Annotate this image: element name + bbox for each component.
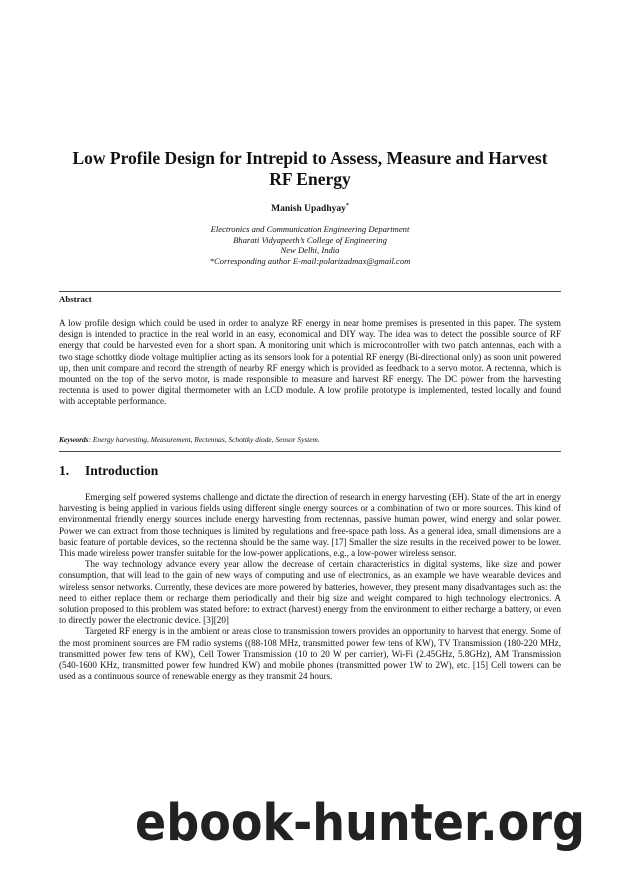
abstract-text: A low profile design which could be used in order to analyze RF energy in near home premises is presented in this paper. The system design is intended to practice in the real world in an easy, economical and DIY way. The idea was to detect the possible source of RF energy that could be harvested even for a short span. A monitoring unit which is microcontroller with two patch antennas, each with a two stage schottky diode voltage multiplier acting as its sensors look for a potential RF energy (Bi-directional only) as soon unit powered up, then unit compare and record the strength of nearby RF energy which is provided as feedback to a servo motor. A rectenna, which is mounted on the top of the servo motor, is made responsible to measure and harvest RF energy. The DC power from the harvesting rectenna is used to power digital thermometer with an LCD module. A low profile prototype is implemented, tested locally and found with acceptable performance. (59, 318, 561, 407)
section-heading (59, 463, 158, 479)
keywords-label: Keywords (59, 435, 89, 444)
affiliation-line: Electronics and Communication Engineering Department (210, 224, 410, 234)
affiliation-block (0, 224, 620, 266)
watermark (130, 793, 590, 853)
author-mark: * (345, 203, 349, 209)
section-title: Introduction (85, 463, 159, 478)
intro-paragraph: The way technology advance every year allow the decrease of certain characteristics in digital systems, like size and power consumption, that will lead to the gain of new ways of computing and use of electronics, as an example we have wearable devices and wireless sensor networks. Currently, these devices are more powered by batteries, however, they present many disadvantages such as: the need to either replace them or recharge them periodically and their big size and weight compared to high technology electronics. A solution proposed to this problem was stated before: to extract (harvest) energy from the environment to either recharge a battery, or even to directly power the electronic device. [3][20] (59, 559, 561, 626)
author-line (0, 203, 620, 214)
paper-title: Low Profile Design for Intrepid to Assess, Measure and Harvest RF Energy (72, 148, 548, 189)
introduction-body (59, 492, 561, 682)
section-number: 1. (59, 463, 70, 478)
author-name: Manish Upadhyay (271, 204, 346, 215)
intro-paragraph: Emerging self powered systems challenge and dictate the direction of research in energy harvesting (EH). State of the art in energy harvesting is being applied in various fields using different single energy sources or a combination of two or more sources. This kind of environmental friendly energy sources include energy harvesting from rectennas, passive human power, wind energy and solar power. Power we can extract from those techniques is limited by regulations and free-space path loss. As a general idea, small dimensions are a basic feature of portable devices, so the rectenna should be the same way. [17] Smaller the size results in the received power to be lower. This made wireless power transfer suitable for the low-power applications, e.g., a low-power wireless sensor. (59, 492, 561, 559)
keywords-list: : Energy harvesting, Measurement, Rectennas, Schottky diode, Sensor System. (88, 435, 320, 444)
watermark-text: ebook-hunter.org (135, 794, 585, 853)
affiliation-line: Bharati Vidyapeeth’s College of Engineering (233, 234, 387, 245)
keywords-line (59, 435, 561, 444)
abstract-bottom-rule (59, 451, 561, 452)
intro-paragraph: Targeted RF energy is in the ambient or areas close to transmission towers provides an opportunity to harvest that energy. Some of the most prominent sources are FM radio systems ((88-108 MHz, transmitted power few tens of KW), TV Transmission (180-220 MHz, transmitted power few tens of KW), Cell Tower Transmission (10 to 20 W per carrier), Wi-Fi (2.45GHz, 5.8GHz), AM Transmission (540-1600 KHz, transmitted power few hundred KW) and mobile phones (transmitted power 1W to 2W), etc. [15] Cell towers can be used as a continuous source of renewable energy as they transmit 24 hours. (59, 626, 561, 682)
abstract-heading: Abstract (59, 294, 92, 304)
affiliation-line: New Delhi, India (280, 245, 340, 256)
corresponding-author: *Corresponding author E-mail:polarizadmax@gmail.com (209, 255, 411, 266)
abstract-top-rule (59, 291, 561, 292)
